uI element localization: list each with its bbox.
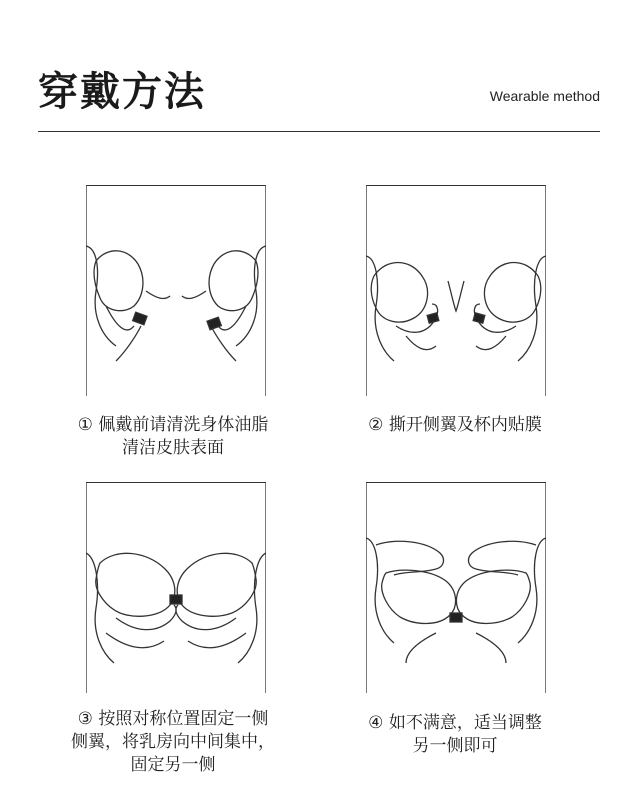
header-divider	[38, 131, 600, 132]
step-3-caption	[28, 708, 318, 777]
step-1-illustration	[86, 185, 266, 396]
step-3-line-1: ③ 按照对称位置固定一侧	[77, 709, 269, 729]
step-3-line-3: 固定另一侧	[130, 755, 216, 775]
step-2-line-1: ② 撕开侧翼及杯内贴膜	[368, 415, 542, 435]
page-subtitle: Wearable method	[489, 88, 600, 104]
step-3-illustration	[86, 482, 266, 693]
step-4-illustration	[366, 482, 546, 693]
step-1-caption	[28, 414, 318, 460]
step-4-line-2: 另一侧即可	[412, 736, 498, 756]
step-1-line-2: 清洁皮肤表面	[122, 438, 224, 458]
step-4-caption	[310, 712, 600, 758]
step-4-line-1: ④ 如不满意，适当调整	[368, 713, 542, 733]
page-title: 穿戴方法	[38, 69, 206, 115]
step-1-line-1: ① 佩戴前请清洗身体油脂	[77, 415, 269, 435]
step-3-line-2: 侧翼，将乳房向中间集中，	[71, 732, 275, 752]
step-2-illustration	[366, 185, 546, 396]
step-2-caption	[310, 414, 600, 437]
